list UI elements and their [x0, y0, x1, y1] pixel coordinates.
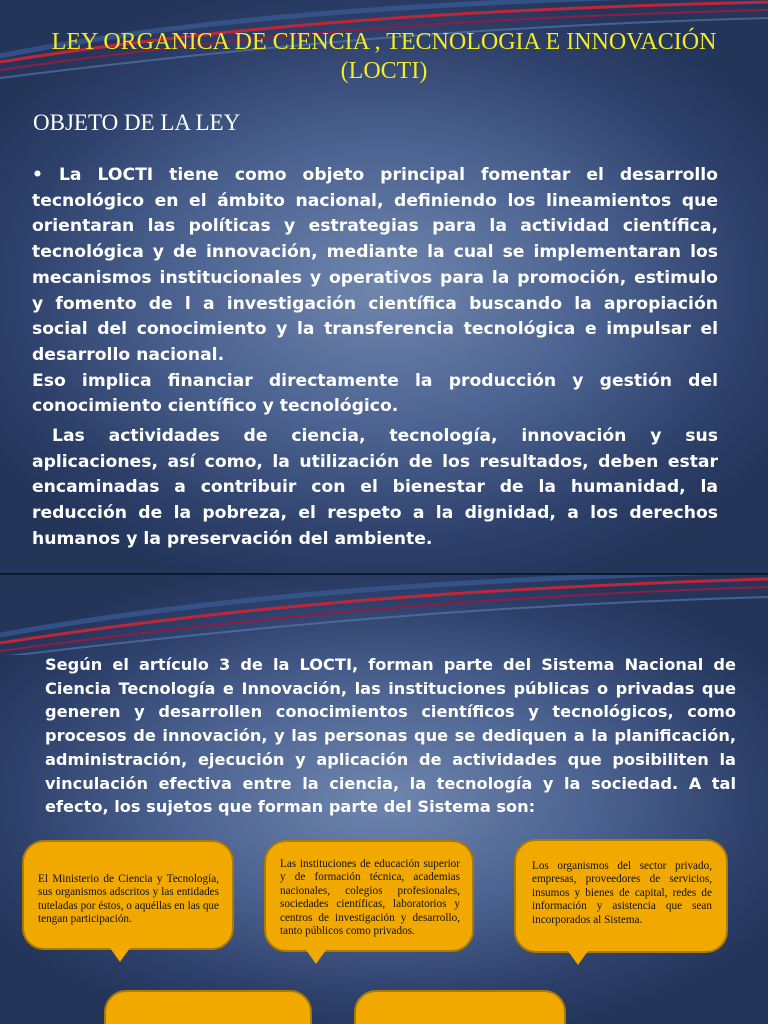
paragraph-financiar: Eso implica financiar directamente la producción y gestión del conocimiento científico y tecnológico. [32, 370, 718, 417]
callout-instituciones [264, 840, 474, 952]
callout-text: El Ministerio de Ciencia y Tecnología, sus organismos adscritos y las entidades tuteladas por éstos, o aquéllas en las que tengan participación. [38, 873, 219, 926]
body-text [32, 163, 718, 553]
callout-box-partial [104, 990, 312, 1024]
section-heading: OBJETO DE LA LEY [33, 110, 241, 135]
callout-ministerio [22, 840, 234, 950]
slide-title: LEY ORGANICA DE CIENCIA , TECNOLOGIA E INNOVACIÓN (LOCTI) [51, 29, 717, 84]
callout-text: Los organismos del sector privado, empresas, proveedores de servicios, insumos y bienes de capital, redes de información y asistencia que sean incorporados al Sistema. [532, 860, 712, 926]
callout-pointer [110, 948, 130, 962]
callout-text: Las instituciones de educación superior y de formación técnica, academias nacionales, colegios profesionales, sociedades científicas, laboratorios y centros de investigación y desarrollo, tanto públicos como privados. [280, 858, 460, 938]
slide-sistema-nacional [0, 575, 768, 1024]
callout-pointer [306, 950, 326, 964]
callout-box-partial [354, 990, 566, 1024]
callout-pointer [568, 951, 588, 965]
paragraph-articulo-3: Según el artículo 3 de la LOCTI, forman parte del Sistema Nacional de Ciencia Tecnología e Innovación, las instituciones públicas o privadas que generen y desarrollen conocimientos científicos y tecnológicos, como procesos de innovación, y las personas que se dediquen a la planificación, administración, ejecución y aplicación de actividades que posibiliten la vinculación efectiva entre la ciencia, la tecnología y la sociedad. A tal efecto, los sujetos que forman parte del Sistema son: [45, 655, 736, 817]
paragraph-objeto: • La LOCTI tiene como objeto principal fomentar el desarrollo tecnológico en el ámbito nacional, definiendo los lineamientos que orientaran las políticas y estrategias para la actividad científica, tecnológica y de innovación, mediante la cual se implementaran los mecanismos institucionales y operativos para la promoción, estimulo y fomento de l a investigación científica buscando la apropiación social del conocimiento y la transferencia tecnológica e impulsar el desarrollo nacional. [32, 165, 718, 365]
decorative-waves [0, 575, 768, 655]
callout-sector-privado [514, 839, 728, 953]
paragraph-actividades: Las actividades de ciencia, tecnología, innovación y sus aplicaciones, así como, la utilización de los resultados, deben estar encaminadas a contribuir con el bienestar de la humanidad, la reducción de la pobreza, el respeto a la dignidad, a los derechos humanos y la preservación del ambiente. [32, 426, 718, 549]
